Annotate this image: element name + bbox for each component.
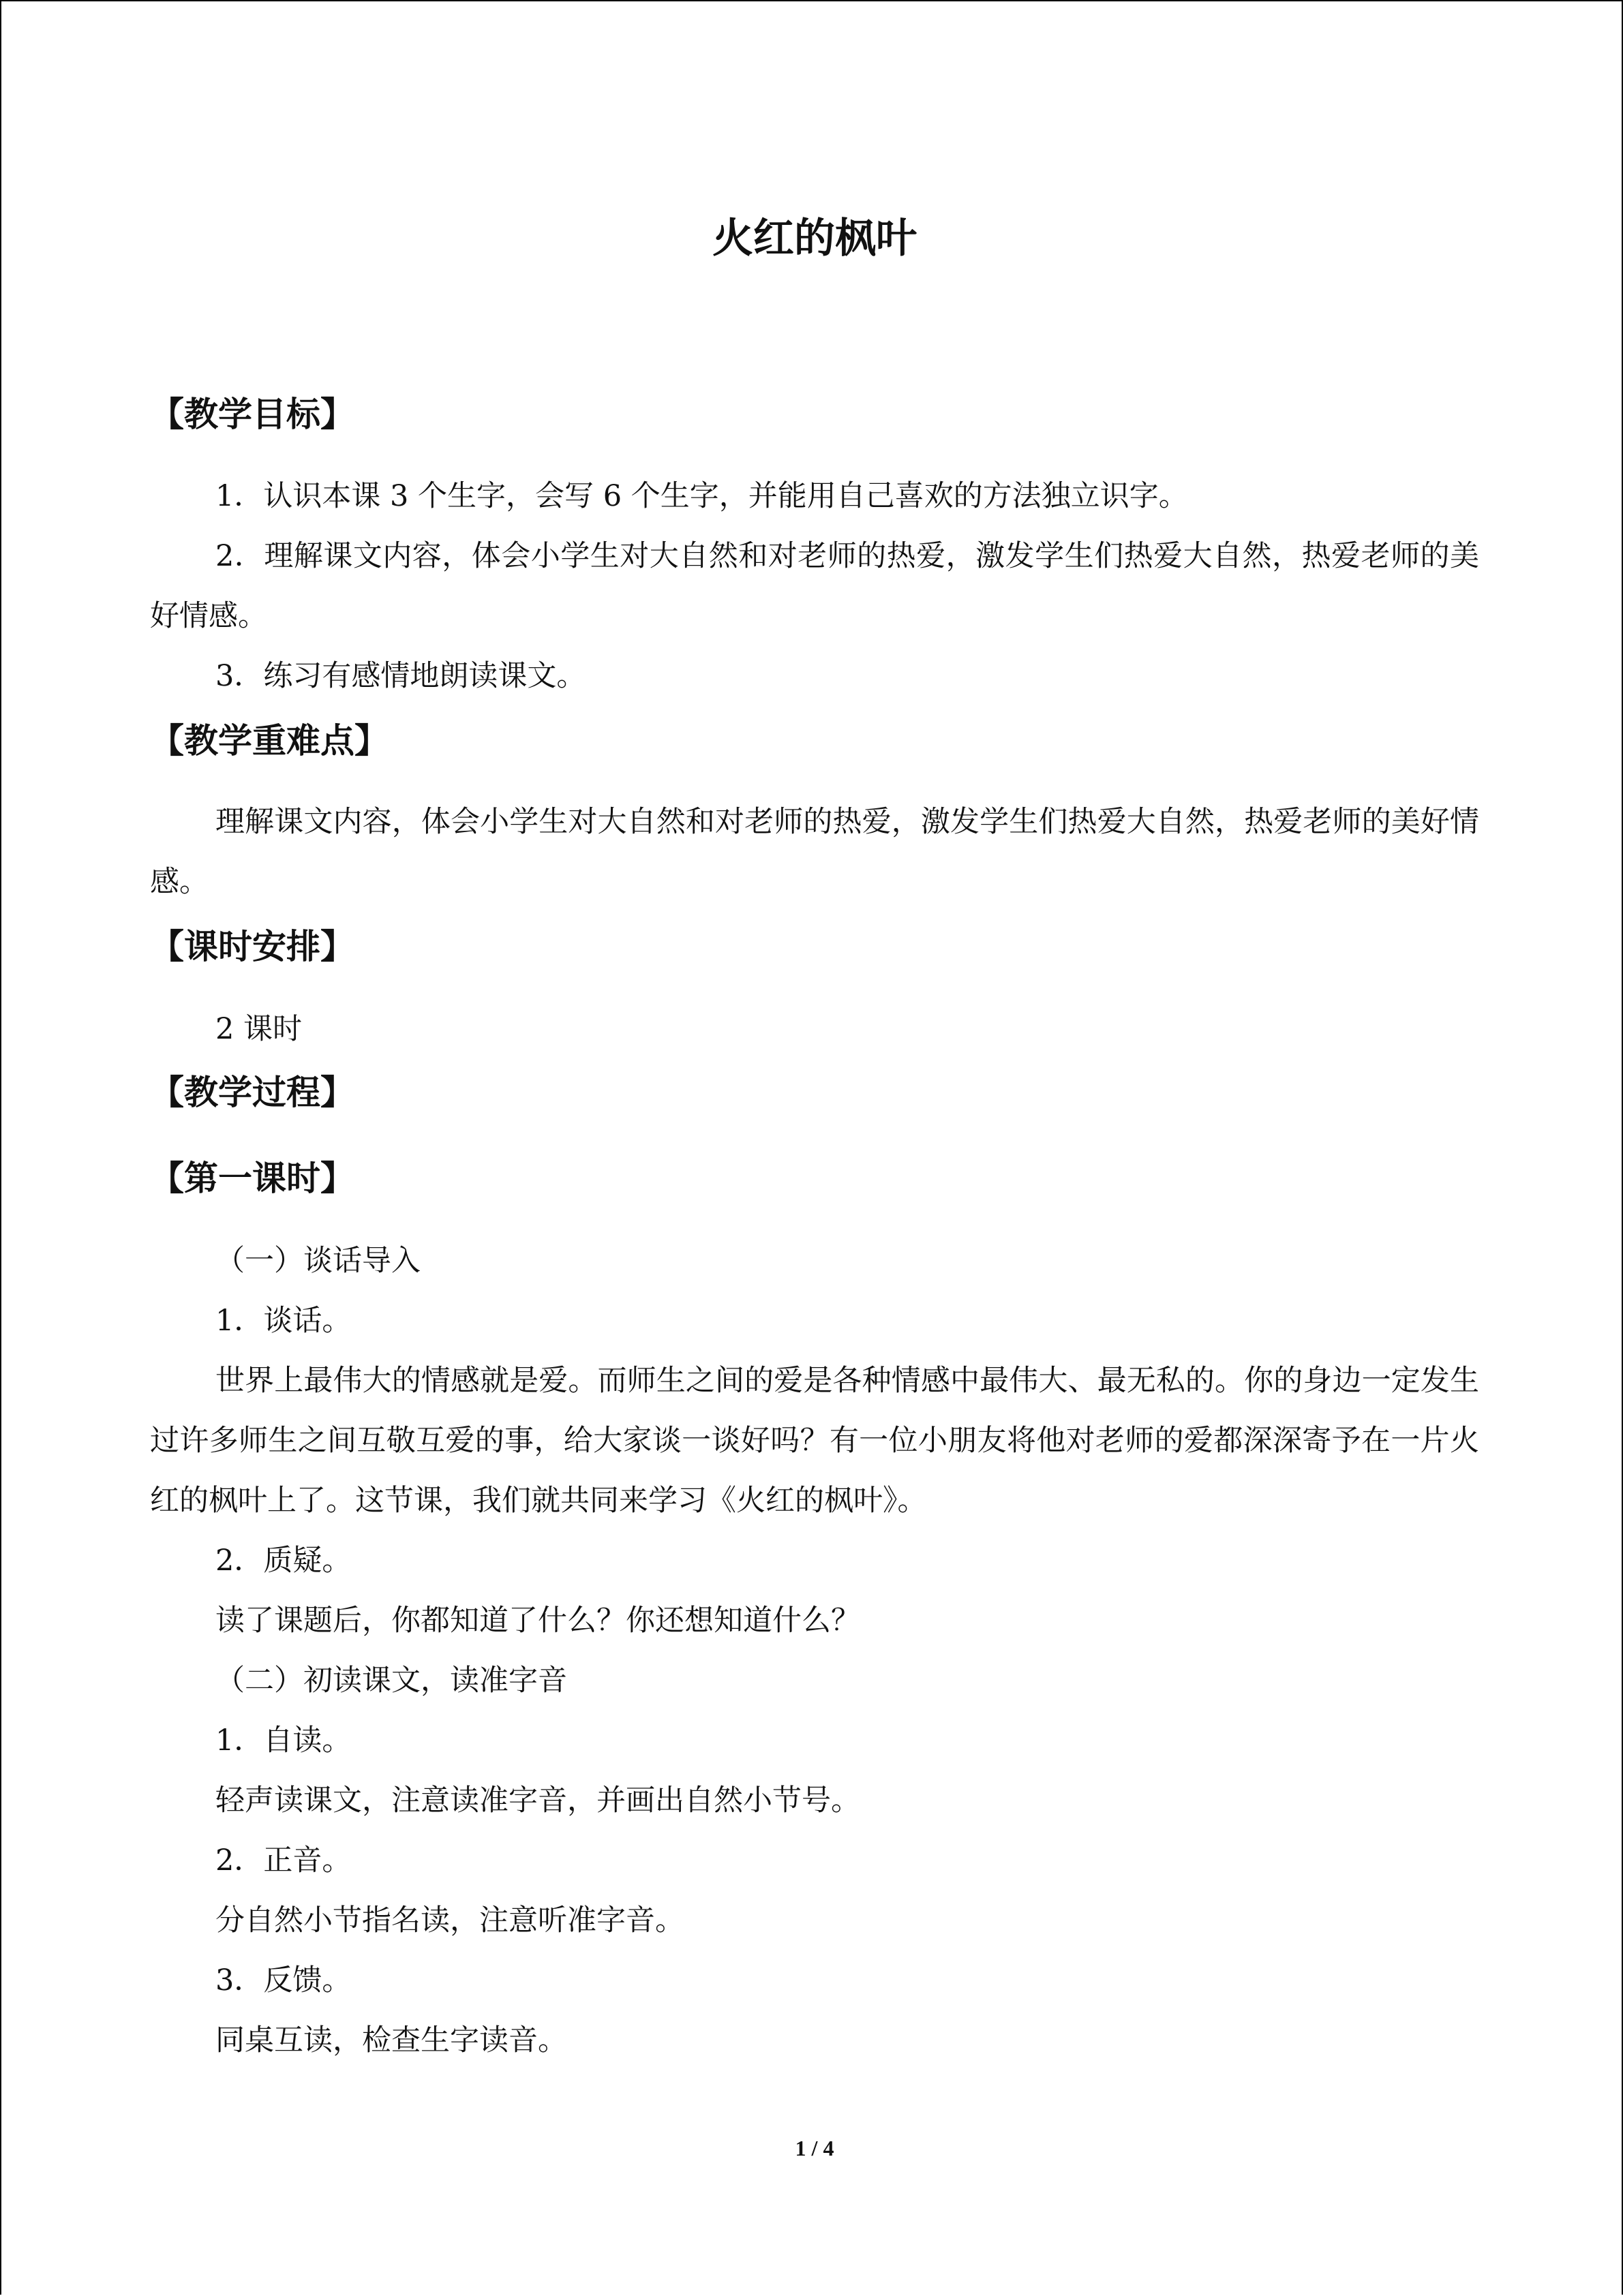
goal-item-1: 1．认识本课 3 个生字，会写 6 个生字，并能用自己喜欢的方法独立识字。 [215, 479, 1188, 513]
goal-item-2: 2．理解课文内容，体会小学生对大自然和对老师的热爱，激发学生们热爱大自然，热爱老师的美好情感。 [150, 539, 1479, 633]
section-2-step-1: 1．自读。 [215, 1724, 352, 1758]
section-2-step-2-text: 分自然小节指名读，注意听准字音。 [215, 1903, 684, 1938]
heading-first-lesson: 【第一课时】 [150, 1159, 354, 1198]
heading-teaching-process: 【教学过程】 [150, 1073, 354, 1112]
section-1-title: （一）谈话导入 [215, 1244, 421, 1278]
section-1-step-2-text: 读了课题后，你都知道了什么？你还想知道什么？ [215, 1604, 860, 1638]
heading-teaching-goals: 【教学目标】 [150, 395, 354, 434]
section-1-step-2: 2．质疑。 [215, 1544, 352, 1578]
heading-key-points: 【教学重难点】 [150, 721, 389, 761]
section-1-step-1: 1．谈话。 [215, 1304, 352, 1338]
section-2-step-1-text: 轻声读课文，注意读准字音，并画出自然小节号。 [215, 1784, 860, 1818]
section-1-step-1-text: 世界上最伟大的情感就是爱。而师生之间的爱是各种情感中最伟大、最无私的。你的身边一定发生过许多师生之间互敬互爱的事，给大家谈一谈好吗？有一位小朋友将他对老师的爱都深深寄予在一片火红的枫叶上了。这节课，我们就共同来学习《火红的枫叶》。 [150, 1364, 1479, 1518]
goal-item-3: 3．练习有感情地朗读课文。 [215, 659, 586, 693]
section-2-step-3-text: 同桌互读，检查生字读音。 [215, 2023, 567, 2057]
section-2-step-2: 2．正音。 [215, 1843, 352, 1878]
key-points-text: 理解课文内容，体会小学生对大自然和对老师的热爱，激发学生们热爱大自然，热爱老师的美好情感。 [150, 805, 1479, 899]
schedule-text: 2 课时 [215, 1012, 303, 1046]
section-2-title: （二）初读课文，读准字音 [215, 1664, 567, 1698]
document-title: 火红的枫叶 [712, 215, 917, 262]
document-page [150, 1, 1479, 2296]
page-number: 1 / 4 [795, 2136, 834, 2160]
heading-schedule: 【课时安排】 [150, 927, 354, 966]
section-2-step-3: 3．反馈。 [215, 1963, 352, 1997]
